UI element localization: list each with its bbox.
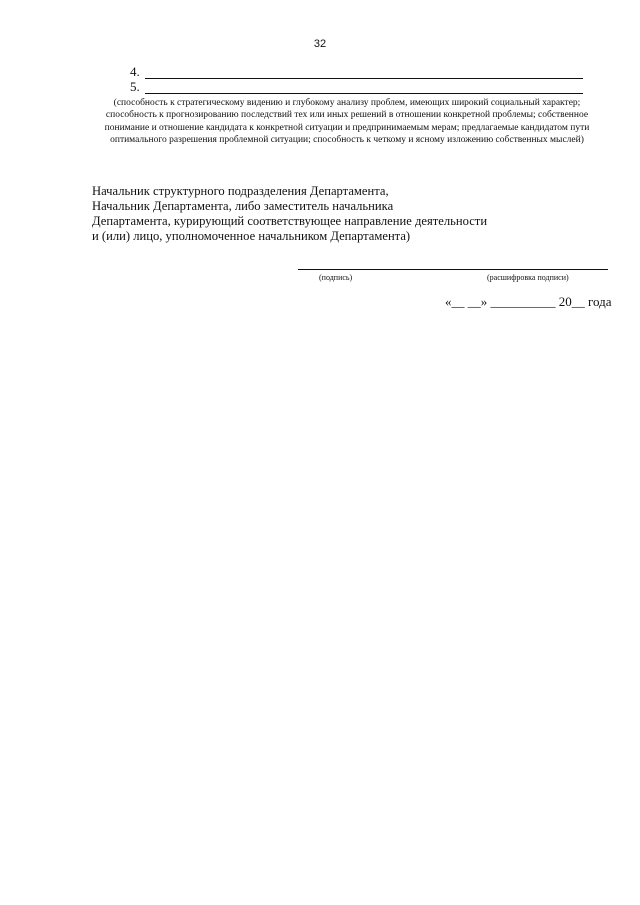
signature-line [298,269,608,270]
signer-line: и (или) лицо, уполномоченное начальником Департамента) [92,229,411,243]
numbered-item-4 [130,65,145,79]
signer-block [92,184,562,244]
blank-line [145,78,583,79]
item-number: 5. [130,79,140,94]
signer-line: Департамента, курирующий соответствующее направление деятельности [92,214,488,228]
signature-decode-caption: (расшифровка подписи) [487,273,569,282]
date-line: «__ __» __________ 20__ года [445,294,612,309]
signer-line: Начальник структурного подразделения Департамента, [92,184,389,198]
criteria-note: (способность к стратегическому видению и глубокому анализу проблем, имеющих широкий социальный характер; способность к прогнозированию последствий тех или иных решений в отношении конкретной проблемы; собственное понимание и отношение кандидата к конкретной ситуации и предпринимаемым мерам; предлагаемые кандидатом пути оптимального разрешения проблемной ситуации; способность к четкому и ясному изложению собственных мыслей) [104,98,590,146]
signer-line: Начальник Департамента, либо заместитель начальника [92,199,394,213]
blank-line [145,93,583,94]
numbered-item-5 [130,80,145,94]
page-number: 32 [313,38,327,50]
item-number: 4. [130,64,140,79]
signature-caption: (подпись) [319,273,353,282]
